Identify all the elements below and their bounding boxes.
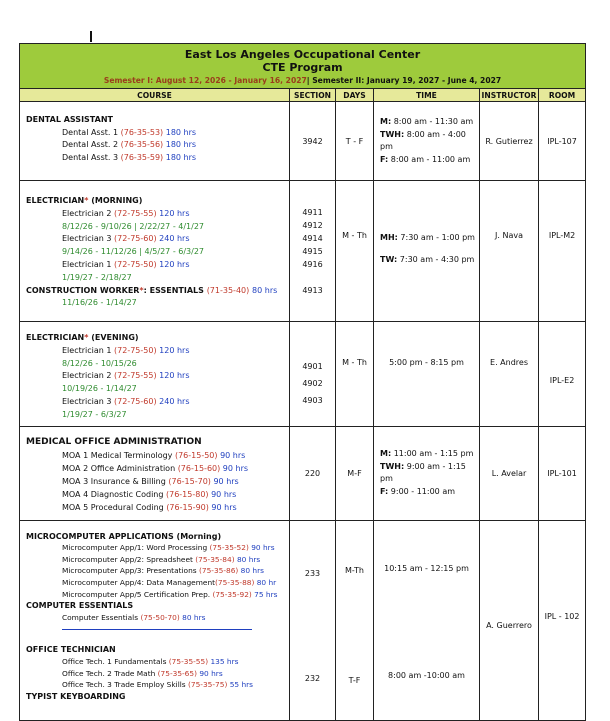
course-line: Electrician 3 (72-75-60) 240 hrs	[62, 396, 190, 406]
school-name: East Los Angeles Occupational Center	[184, 48, 421, 61]
instructor-cell: A. Guerrero	[480, 520, 539, 720]
col-days: DAYS	[336, 89, 374, 102]
course-line: MOA 3 Insurance & Billing (76-15-70) 90 hrs	[62, 476, 239, 486]
date-line: 1/19/27 - 2/18/27	[62, 272, 132, 282]
course-line: Microcomputer App/2: Spreadsheet (75-35-84) 80 hrs	[62, 554, 261, 564]
section-cell: 3942	[290, 102, 336, 181]
program-title: DENTAL ASSISTANT	[26, 115, 113, 124]
col-section: SECTION	[290, 89, 336, 102]
time-cell: M: 11:00 am - 1:15 pm TWH: 9:00 am - 1:15 pm F: 9:00 - 11:00 am	[374, 426, 480, 520]
days-cell: M - Th	[336, 322, 374, 427]
table-row	[20, 102, 586, 181]
room-cell: IPL-E2	[539, 322, 586, 427]
course-cell	[20, 520, 290, 720]
section-cell: 220	[290, 426, 336, 520]
program-title: CONSTRUCTION WORKER*: ESSENTIALS (71-35-40) 80 hrs	[26, 285, 278, 295]
course-line: Dental Asst. 3 (76-35-59) 180 hrs	[62, 152, 197, 162]
course-line: MOA 2 Office Administration (76-15-60) 90 hrs	[62, 463, 249, 473]
instructor-cell: R. Gutierrez	[480, 102, 539, 181]
days-cell: T - F	[336, 102, 374, 181]
course-line: MOA 1 Medical Terminology (76-15-50) 90 hrs	[62, 450, 246, 460]
course-line: Office Tech. 2 Trade Math (75-35-65) 90 hrs	[62, 668, 223, 678]
date-line: 8/12/26 - 10/15/26	[62, 358, 137, 368]
course-line: Microcomputer App/4: Data Management(75-35-88) 80 hr	[62, 577, 277, 587]
course-cell	[20, 181, 290, 322]
program-name: CTE Program	[262, 61, 343, 74]
program-title: ELECTRICIAN* (EVENING)	[26, 333, 139, 342]
time-cell: MH: 7:30 am - 1:00 pm TW: 7:30 am - 4:30 pm	[374, 181, 480, 322]
course-line: Electrician 1 (72-75-50) 120 hrs	[62, 345, 190, 355]
course-line: Electrician 2 (72-75-55) 120 hrs	[62, 371, 190, 381]
course-line: Microcomputer App/3: Presentations (75-35-86) 80 hrs	[62, 566, 264, 576]
days-cell: M-Th T-F	[336, 520, 374, 720]
course-line: Dental Asst. 2 (76-35-56) 180 hrs	[62, 140, 197, 150]
course-line: Microcomputer App/1: Word Processing (75-35-52) 90 hrs	[62, 543, 275, 553]
table-row	[20, 181, 586, 322]
course-line: Office Tech. 1 Fundamentals (75-35-55) 135 hrs	[62, 656, 239, 666]
col-course: COURSE	[20, 89, 290, 102]
program-title: COMPUTER ESSENTIALS	[26, 601, 134, 611]
date-line: 11/16/26 - 1/14/27	[62, 298, 137, 308]
room-cell: IPL-101	[539, 426, 586, 520]
program-title: TYPIST KEYBOARDING	[26, 691, 126, 701]
room-cell: IPL-M2	[539, 181, 586, 322]
table-row	[20, 520, 586, 720]
program-title: ELECTRICIAN* (MORNING)	[26, 196, 143, 205]
instructor-cell: E. Andres	[480, 322, 539, 427]
table-row	[20, 322, 586, 427]
course-line: Computer Essentials (75-50-70) 80 hrs	[62, 612, 206, 622]
section-cell: 233 232	[290, 520, 336, 720]
date-line: 9/14/26 - 11/12/26 | 4/5/27 - 6/3/27	[62, 247, 204, 257]
instructor-cell: J. Nava	[480, 181, 539, 322]
semester-1: Semester I: August 12, 2026 - January 16, 2027	[103, 76, 307, 85]
column-header-row	[20, 89, 586, 102]
program-title: MEDICAL OFFICE ADMINISTRATION	[26, 436, 202, 447]
time-cell: 5:00 pm - 8:15 pm	[374, 322, 480, 427]
course-line: MOA 4 Diagnostic Coding (76-15-80) 90 hrs	[62, 489, 237, 499]
table-row	[20, 426, 586, 520]
course-line: Electrician 2 (72-75-55) 120 hrs	[62, 208, 190, 218]
course-line: Microcomputer App/5 Certification Prep. (75-35-92) 75 hrs	[62, 589, 278, 599]
instructor-cell: L. Avelar	[480, 426, 539, 520]
semester-dates	[20, 76, 585, 88]
date-line: 8/12/26 - 9/10/26 | 2/22/27 - 4/1/27	[62, 221, 204, 231]
semester-2: | Semester II: January 19, 2027 - June 4, 2027	[306, 76, 502, 85]
section-cell: 4911 4912 4914 4915 4916 4913	[290, 181, 336, 322]
program-title: OFFICE TECHNICIAN	[26, 645, 116, 655]
col-time: TIME	[374, 89, 480, 102]
time-cell: M: 8:00 am - 11:30 am TWH: 8:00 am - 4:00 pm F: 8:00 am - 11:00 am	[374, 102, 480, 181]
course-line: MOA 5 Procedural Coding (76-15-90) 90 hrs	[62, 502, 237, 512]
room-cell: IPL - 102	[539, 520, 586, 720]
course-line: Dental Asst. 1 (76-35-53) 180 hrs	[62, 127, 197, 137]
time-cell: 10:15 am - 12:15 pm 8:00 am -10:00 am	[374, 520, 480, 720]
date-line: 10/19/26 - 1/14/27	[62, 384, 137, 394]
course-line: Electrician 1 (72-75-50) 120 hrs	[62, 259, 190, 269]
date-line: 1/19/27 - 6/3/27	[62, 409, 127, 419]
text-cursor	[90, 31, 92, 42]
course-line: Electrician 3 (72-75-60) 240 hrs	[62, 234, 190, 244]
schedule-table	[19, 43, 586, 721]
section-cell: 4901 4902 4903	[290, 322, 336, 427]
course-cell	[20, 322, 290, 427]
room-cell: IPL-107	[539, 102, 586, 181]
col-instructor: INSTRUCTOR	[480, 89, 539, 102]
course-line: Office Tech. 3 Trade Employ Skills (75-35-75) 55 hrs	[62, 680, 254, 690]
col-room: ROOM	[539, 89, 586, 102]
course-cell	[20, 426, 290, 520]
schedule-header	[20, 44, 586, 89]
days-cell: M - Th	[336, 181, 374, 322]
course-cell	[20, 102, 290, 181]
days-cell: M-F	[336, 426, 374, 520]
program-title: MICROCOMPUTER APPLICATIONS (Morning)	[26, 531, 222, 541]
